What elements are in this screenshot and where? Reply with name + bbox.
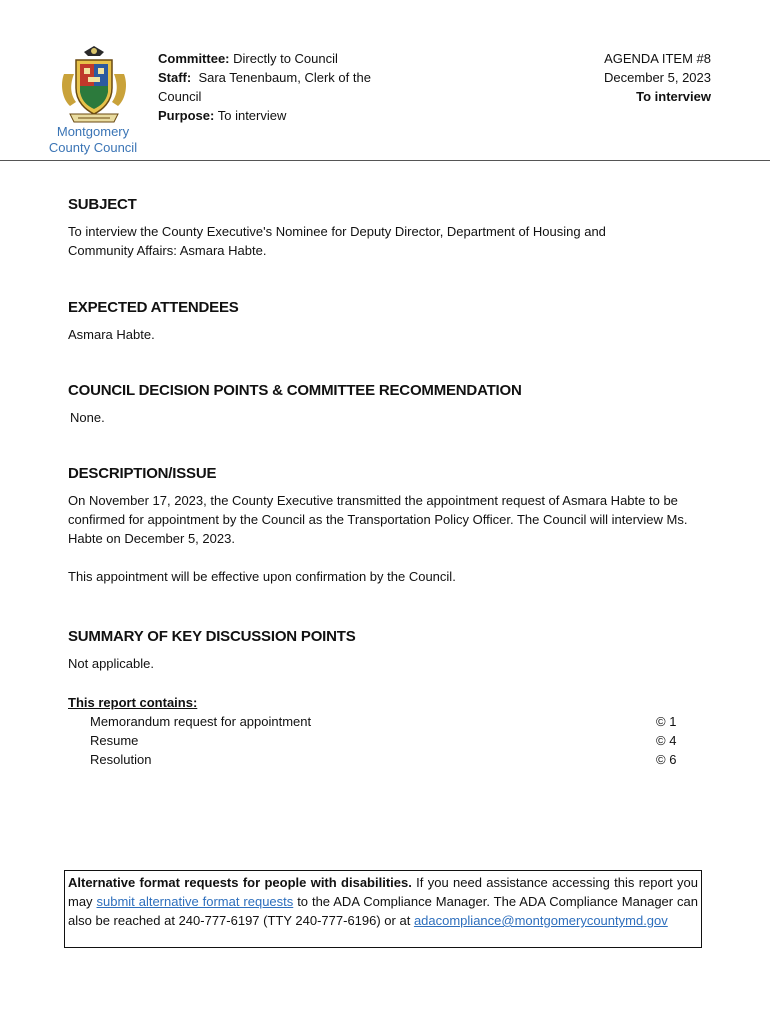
accessibility-text: If you need assistance accessing this report you may [68, 875, 698, 909]
purpose-value: To interview [217, 108, 287, 123]
section-heading: DESCRIPTION/ISSUE [68, 465, 217, 482]
ada-email-link[interactable]: adacompliance@montgomerycountymd.gov [413, 913, 668, 928]
section-subject [68, 196, 708, 260]
committee-value: Directly to Council [233, 51, 338, 66]
committee-label: Committee: [158, 51, 230, 66]
list-item [68, 731, 708, 750]
meeting-date: December 5, 2023 [604, 70, 711, 85]
list-item [68, 712, 708, 731]
section-description [68, 465, 708, 586]
staff-line [158, 68, 398, 106]
report-contents [68, 693, 708, 769]
list-item [68, 750, 708, 769]
staff-value: Sara Tenenbaum, Clerk of the Council [158, 70, 371, 104]
contents-item-label: Resolution [90, 752, 152, 767]
contents-item-label: Resume [90, 733, 139, 748]
contents-item-page: © 6 [656, 752, 677, 767]
council-name [40, 124, 146, 156]
alternative-format-link[interactable]: submit alternative format requests [96, 894, 294, 909]
attendees-text: Asmara Habte. [68, 327, 155, 342]
decision-text: None. [70, 410, 105, 425]
contents-item-label: Memorandum request for appointment [90, 714, 312, 729]
purpose-line [158, 106, 398, 125]
section-heading: COUNCIL DECISION POINTS & COMMITTEE RECOMMENDATION [68, 382, 522, 399]
header-divider [0, 160, 770, 161]
council-name-line-1: Montgomery [56, 124, 130, 139]
section-attendees [68, 299, 708, 344]
council-name-line-2: County Council [48, 140, 138, 155]
section-summary [68, 628, 708, 673]
agenda-status: To interview [636, 89, 711, 104]
accessibility-notice [64, 870, 702, 948]
subject-text: To interview the County Executive's Nominee for Deputy Director, Department of Housing and Community Affairs: Asmara Habte. [68, 224, 606, 258]
section-heading: SUMMARY OF KEY DISCUSSION POINTS [68, 628, 356, 645]
section-heading: EXPECTED ATTENDEES [68, 299, 239, 316]
accessibility-lead: Alternative format requests for people with disabilities. [68, 875, 412, 890]
accessibility-text: to the ADA Compliance Manager. The ADA Compliance Manager can also be reached at 240-777-6197 (TTY 240-777-6196) or at [68, 894, 699, 928]
description-text: On November 17, 2023, the County Executive transmitted the appointment request of Asmara Habte to be confirmed for appointment by the Council as the Transportation Policy Officer. The Council will interview Ms. Habte on December 5, 2023. [68, 493, 688, 546]
agenda-info [604, 49, 711, 106]
section-decision-points [68, 382, 708, 427]
committee-info [158, 49, 398, 125]
contents-item-page: © 4 [656, 733, 677, 748]
description-effective-text: This appointment will be effective upon confirmation by the Council. [68, 569, 456, 584]
report-contents-title: This report contains: [68, 695, 198, 710]
county-seal-icon [58, 44, 130, 126]
contents-item-page: © 1 [656, 714, 677, 729]
summary-text: Not applicable. [68, 656, 154, 671]
section-heading: SUBJECT [68, 196, 137, 213]
committee-line [158, 49, 398, 68]
purpose-label: Purpose: [158, 108, 215, 123]
staff-label: Staff: [158, 70, 192, 85]
agenda-item-number: AGENDA ITEM #8 [604, 51, 711, 66]
